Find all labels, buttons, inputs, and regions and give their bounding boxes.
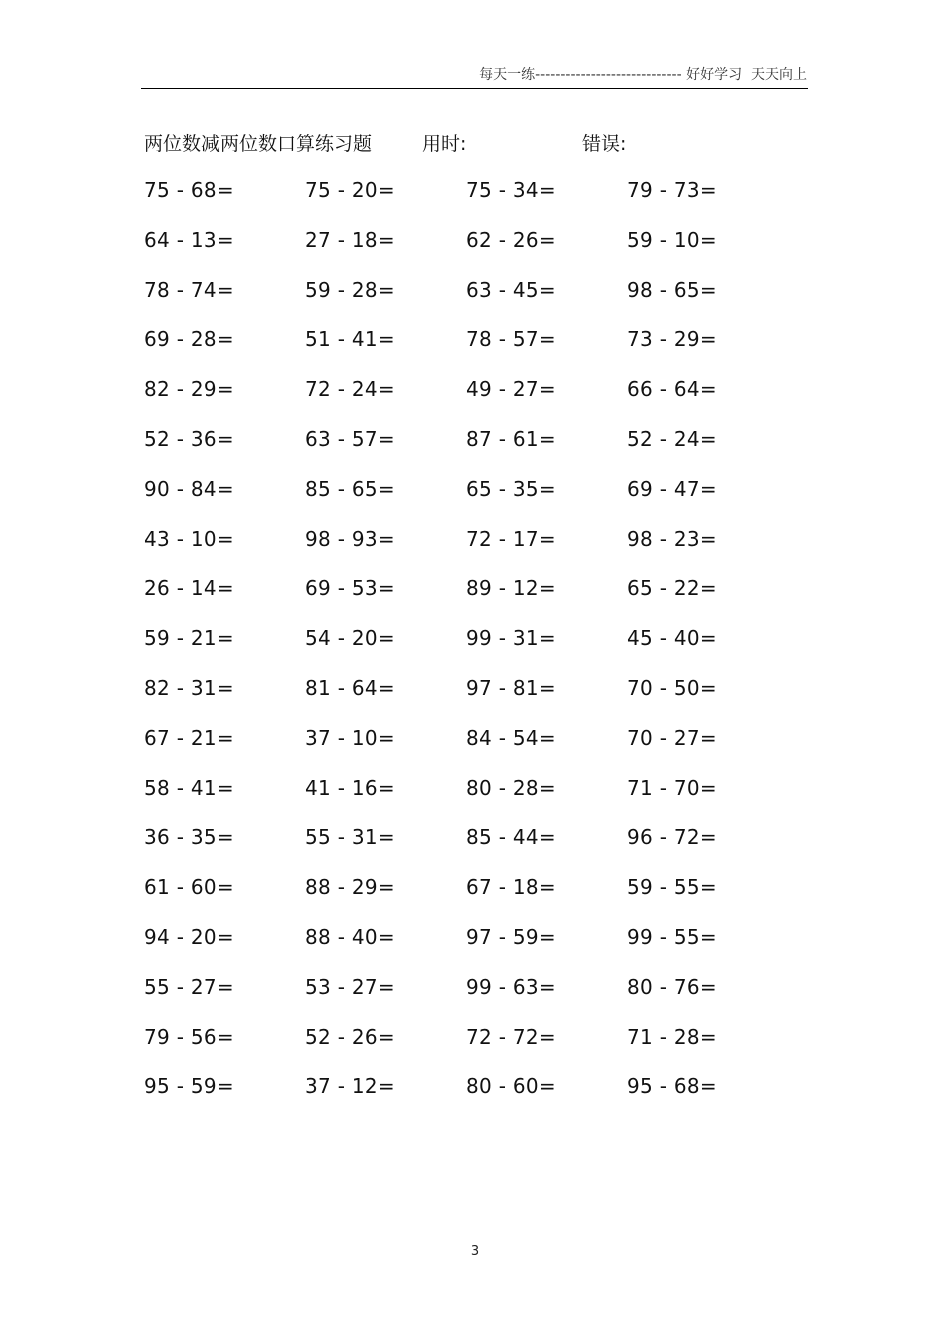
math-problem: 63 - 57= bbox=[305, 426, 395, 451]
math-problem: 80 - 28= bbox=[466, 775, 556, 800]
math-problem: 41 - 16= bbox=[305, 775, 395, 800]
math-problem: 98 - 23= bbox=[627, 526, 717, 551]
math-problem: 72 - 17= bbox=[466, 526, 556, 551]
math-problem: 52 - 24= bbox=[627, 426, 717, 451]
math-problem: 95 - 59= bbox=[144, 1074, 234, 1099]
math-problem: 73 - 29= bbox=[627, 327, 717, 352]
math-problem: 65 - 22= bbox=[627, 576, 717, 601]
time-label: 用时: bbox=[422, 133, 467, 155]
math-problem: 66 - 64= bbox=[627, 377, 717, 402]
math-problem: 85 - 65= bbox=[305, 476, 395, 501]
math-problem: 43 - 10= bbox=[144, 526, 234, 551]
math-problem: 69 - 28= bbox=[144, 327, 234, 352]
math-problem: 55 - 27= bbox=[144, 974, 234, 999]
math-problem: 45 - 40= bbox=[627, 626, 717, 651]
math-problem: 49 - 27= bbox=[466, 377, 556, 402]
errors-label: 错误: bbox=[582, 133, 627, 155]
math-problem: 72 - 72= bbox=[466, 1024, 556, 1049]
math-problem: 59 - 28= bbox=[305, 277, 395, 302]
math-problem: 64 - 13= bbox=[144, 227, 234, 252]
math-problem: 90 - 84= bbox=[144, 476, 234, 501]
math-problem: 87 - 61= bbox=[466, 426, 556, 451]
worksheet-title: 两位数减两位数口算练习题 bbox=[144, 133, 373, 155]
math-problem: 88 - 40= bbox=[305, 924, 395, 949]
math-problem: 59 - 10= bbox=[627, 227, 717, 252]
math-problem: 85 - 44= bbox=[466, 825, 556, 850]
math-problem: 59 - 55= bbox=[627, 875, 717, 900]
page-number: 3 bbox=[470, 1244, 480, 1259]
math-problem: 26 - 14= bbox=[144, 576, 234, 601]
math-problem: 80 - 76= bbox=[627, 974, 717, 999]
math-problem: 82 - 31= bbox=[144, 675, 234, 700]
math-problem: 88 - 29= bbox=[305, 875, 395, 900]
math-problem: 55 - 31= bbox=[305, 825, 395, 850]
math-problem: 63 - 45= bbox=[466, 277, 556, 302]
math-problem: 79 - 73= bbox=[627, 178, 717, 202]
math-problem: 53 - 27= bbox=[305, 974, 395, 999]
math-problem: 59 - 21= bbox=[144, 626, 234, 651]
math-problem: 61 - 60= bbox=[144, 875, 234, 900]
math-problem: 89 - 12= bbox=[466, 576, 556, 601]
math-problem: 67 - 18= bbox=[466, 875, 556, 900]
math-problem: 82 - 29= bbox=[144, 377, 234, 402]
math-problem: 75 - 20= bbox=[305, 178, 395, 202]
math-problem: 67 - 21= bbox=[144, 725, 234, 750]
math-problem: 27 - 18= bbox=[305, 227, 395, 252]
title-row bbox=[0, 129, 950, 155]
math-problem: 52 - 26= bbox=[305, 1024, 395, 1049]
math-problem: 80 - 60= bbox=[466, 1074, 556, 1099]
math-problem: 65 - 35= bbox=[466, 476, 556, 501]
math-problem: 75 - 34= bbox=[466, 178, 556, 202]
math-problem: 99 - 63= bbox=[466, 974, 556, 999]
math-problem: 97 - 81= bbox=[466, 675, 556, 700]
page-header bbox=[0, 64, 807, 84]
math-problem: 79 - 56= bbox=[144, 1024, 234, 1049]
header-dashes: ----------------------------- bbox=[535, 67, 682, 83]
math-problem: 51 - 41= bbox=[305, 327, 395, 352]
math-problem: 95 - 68= bbox=[627, 1074, 717, 1099]
math-problem: 78 - 74= bbox=[144, 277, 234, 302]
math-problem: 99 - 31= bbox=[466, 626, 556, 651]
header-left-text: 每天一练 bbox=[479, 67, 536, 83]
math-problem: 72 - 24= bbox=[305, 377, 395, 402]
math-problem: 98 - 93= bbox=[305, 526, 395, 551]
math-problem: 62 - 26= bbox=[466, 227, 556, 252]
math-problem: 71 - 70= bbox=[627, 775, 717, 800]
math-problem: 54 - 20= bbox=[305, 626, 395, 651]
math-problem: 37 - 12= bbox=[305, 1074, 395, 1099]
math-problem: 71 - 28= bbox=[627, 1024, 717, 1049]
header-divider bbox=[141, 88, 808, 89]
math-problem: 52 - 36= bbox=[144, 426, 234, 451]
math-problem: 36 - 35= bbox=[144, 825, 234, 850]
math-problem: 75 - 68= bbox=[144, 178, 234, 202]
math-problem: 70 - 27= bbox=[627, 725, 717, 750]
header-right-text: 好好学习 天天向上 bbox=[686, 67, 807, 83]
math-problem: 94 - 20= bbox=[144, 924, 234, 949]
math-problem: 99 - 55= bbox=[627, 924, 717, 949]
math-problem: 70 - 50= bbox=[627, 675, 717, 700]
math-problem: 37 - 10= bbox=[305, 725, 395, 750]
problem-grid bbox=[144, 176, 794, 1122]
math-problem: 98 - 65= bbox=[627, 277, 717, 302]
math-problem: 78 - 57= bbox=[466, 327, 556, 352]
math-problem: 58 - 41= bbox=[144, 775, 234, 800]
math-problem: 84 - 54= bbox=[466, 725, 556, 750]
math-problem: 81 - 64= bbox=[305, 675, 395, 700]
math-problem: 97 - 59= bbox=[466, 924, 556, 949]
math-problem: 69 - 47= bbox=[627, 476, 717, 501]
math-problem: 69 - 53= bbox=[305, 576, 395, 601]
math-problem: 96 - 72= bbox=[627, 825, 717, 850]
